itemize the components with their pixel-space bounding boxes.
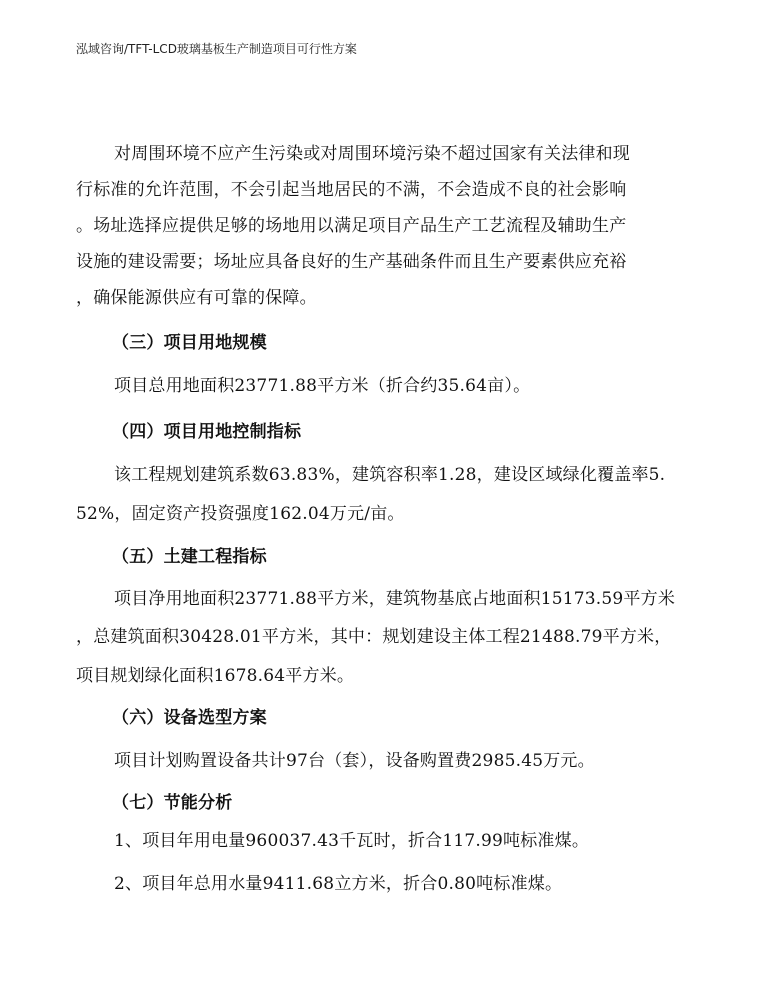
paragraph-line: 52%，固定资产投资强度162.04万元/亩。 [76, 504, 405, 524]
paragraph-line: 对周围环境不应产生污染或对周围环境污染不超过国家有关法律和现 [114, 144, 630, 164]
section-heading: （三）项目用地规模 [112, 333, 267, 353]
section-heading: （六）设备选型方案 [112, 708, 267, 728]
section-heading: （四）项目用地控制指标 [112, 422, 302, 442]
paragraph-line: 项目计划购置设备共计97台（套），设备购置费2985.45万元。 [114, 751, 595, 771]
paragraph-line: 项目净用地面积23771.88平方米，建筑物基底占地面积15173.59平方米 [114, 589, 676, 609]
paragraph-line: 1、项目年用电量960037.43千瓦时，折合117.99吨标准煤。 [114, 831, 590, 851]
paragraph-line: 该工程规划建筑系数63.83%，建筑容积率1.28，建设区域绿化覆盖率5. [114, 465, 666, 485]
paragraph-line: ，确保能源供应有可靠的保障。 [76, 288, 317, 308]
paragraph-line: ，总建筑面积30428.01平方米，其中：规划建设主体工程21488.79平方米， [76, 627, 672, 647]
section-heading: （七）节能分析 [112, 793, 233, 813]
header-divider [76, 62, 689, 63]
section-heading: （五）土建工程指标 [112, 547, 267, 567]
paragraph-line: 。场址选择应提供足够的场地用以满足项目产品生产工艺流程及辅助生产 [76, 216, 627, 236]
paragraph-line: 项目总用地面积23771.88平方米（折合约35.64亩）。 [114, 376, 531, 396]
page-header-title: 泓域咨询/TFT-LCD玻璃基板生产制造项目可行性方案 [76, 42, 357, 56]
paragraph-line: 2、项目年总用水量9411.68立方米，折合0.80吨标准煤。 [114, 874, 563, 894]
paragraph-line: 行标准的允许范围，不会引起当地居民的不满，不会造成不良的社会影响 [76, 180, 627, 200]
paragraph-line: 项目规划绿化面积1678.64平方米。 [76, 666, 355, 686]
paragraph-line: 设施的建设需要；场址应具备良好的生产基础条件而且生产要素供应充裕 [76, 252, 627, 272]
